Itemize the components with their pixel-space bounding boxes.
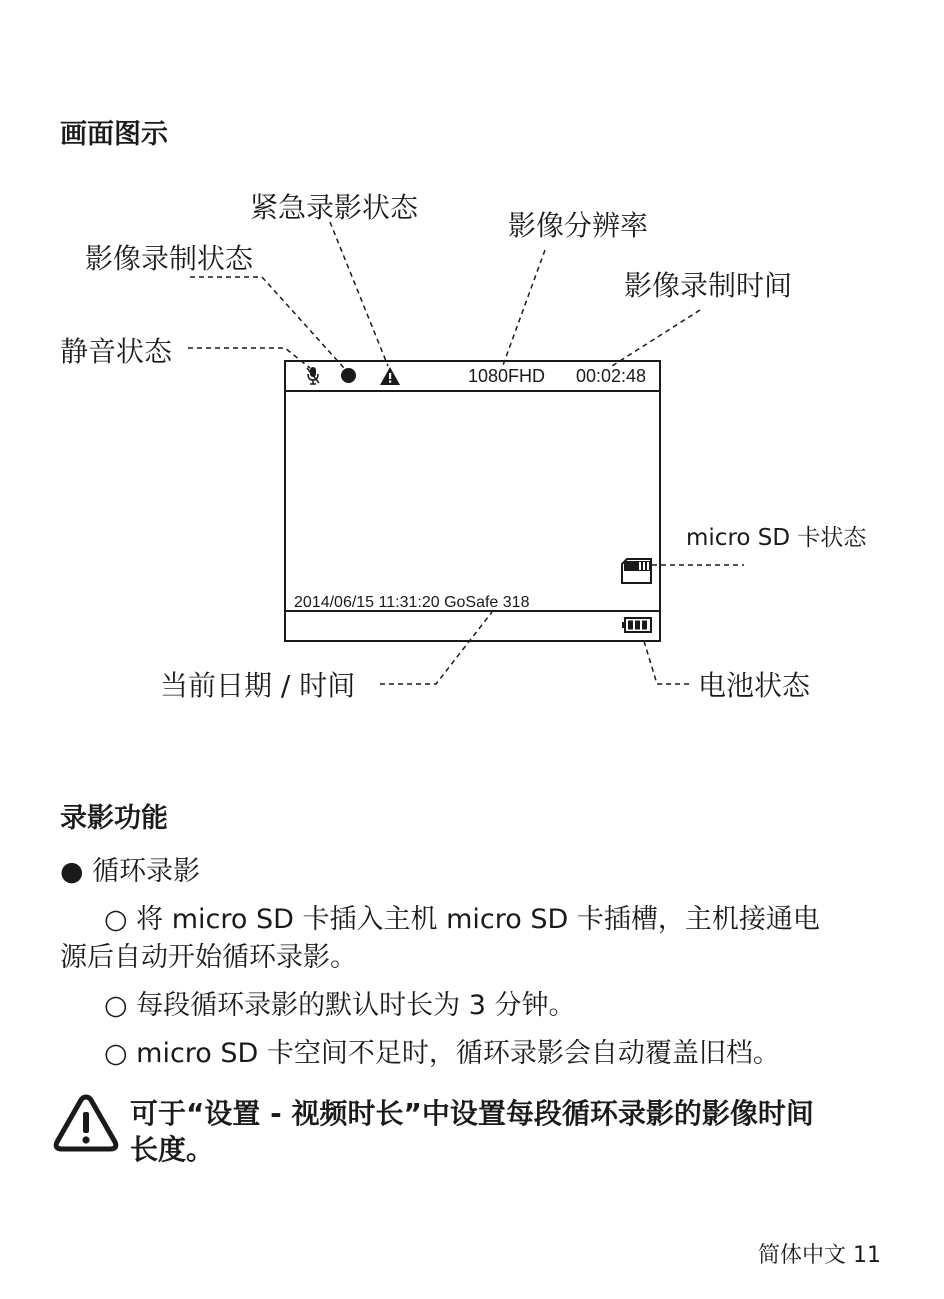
callout-mute: 静音状态	[60, 335, 173, 368]
callout-recording-status: 影像录制状态	[85, 242, 254, 275]
leader-recording-time	[612, 310, 700, 366]
callout-sd-status: micro SD 卡状态	[686, 525, 867, 551]
list-item-3: ○ micro SD 卡空间不足时，循环录影会自动覆盖旧档。	[104, 1038, 780, 1069]
screen-status-bar	[286, 362, 659, 392]
leader-recording-status	[190, 277, 344, 368]
mic-mute-icon	[306, 366, 320, 386]
screen-resolution: 1080FHD	[468, 366, 546, 386]
emergency-warning-icon	[379, 366, 401, 386]
warning-text-line2: 长度。	[130, 1133, 215, 1166]
callout-recording-time: 影像录制时间	[624, 269, 793, 302]
callout-resolution: 影像分辨率	[508, 209, 649, 242]
callout-emergency-recording: 紧急录影状态	[250, 191, 419, 224]
screen-timer: 00:02:48	[576, 366, 647, 386]
leader-resolution	[502, 250, 545, 368]
screen-datetime-stamp: 2014/06/15 11:31:20 GoSafe 318	[294, 594, 530, 611]
leader-battery	[644, 641, 690, 684]
leader-emergency	[330, 222, 388, 366]
section-title-recording: 录影功能	[60, 803, 168, 834]
record-dot-icon	[341, 368, 356, 383]
list-item-1-line2: 源后自动开始循环录影。	[60, 942, 357, 973]
caution-icon	[52, 1092, 120, 1154]
callout-datetime: 当前日期 / 时间	[160, 669, 356, 702]
warning-text-line1: 可于“设置 - 视频时长”中设置每段循环录影的影像时间	[130, 1097, 814, 1130]
callout-battery: 电池状态	[698, 669, 811, 702]
section-title-display: 画面图示	[60, 119, 168, 150]
list-item-2: ○ 每段循环录影的默认时长为 3 分钟。	[104, 990, 576, 1021]
bullet-loop-recording: ● 循环录影	[60, 856, 201, 887]
page-number-footer: 简体中文 11	[758, 1243, 881, 1268]
list-item-1-line1: ○ 将 micro SD 卡插入主机 micro SD 卡插槽，主机接通电	[104, 904, 820, 935]
dashcam-screen	[284, 360, 661, 642]
battery-icon	[622, 617, 652, 633]
sd-card-icon	[621, 558, 653, 584]
screen-bottom-bar	[286, 610, 659, 640]
